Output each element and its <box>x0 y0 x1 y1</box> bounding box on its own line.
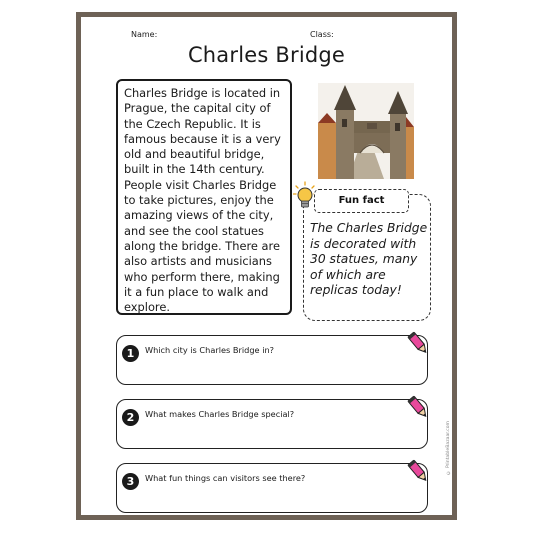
question-2-text: What makes Charles Bridge special? <box>145 409 295 419</box>
copyright-text: © PrintableBazaar.com <box>446 421 451 475</box>
question-2-answer-box[interactable] <box>116 399 428 449</box>
question-number-badge: 3 <box>122 473 139 490</box>
question-3-text: What fun things can visitors see there? <box>145 473 306 483</box>
page-title: Charles Bridge <box>187 43 346 67</box>
fun-fact-text: The Charles Bridge is decorated with 30 statues, many of which are replicas today! <box>310 221 428 297</box>
pencil-icon <box>405 458 431 484</box>
question-1-answer-box[interactable] <box>116 335 428 385</box>
fun-fact-label: Fun fact <box>314 189 409 213</box>
page-frame <box>76 12 457 520</box>
name-label: Name: <box>131 30 158 39</box>
pencil-icon <box>405 394 431 420</box>
question-1-text: Which city is Charles Bridge in? <box>145 345 275 355</box>
question-number-badge: 2 <box>122 409 139 426</box>
pencil-icon <box>405 330 431 356</box>
bridge-tower-illustration <box>318 83 414 179</box>
class-label: Class: <box>310 30 334 39</box>
worksheet <box>81 17 452 515</box>
question-3-answer-box[interactable] <box>116 463 428 513</box>
question-number-badge: 1 <box>122 345 139 362</box>
reading-passage: Charles Bridge is located in Prague, the capital city of the Czech Republic. It is famous because it is a very old and beautiful bridge, built in the 14th century. People visit Charles Bridge to take pictures, enjoy the amazing views of the city, and see the cool statues along the bridge. There are also artists and musicians who perform there, making it a fun place to walk and explore. <box>116 79 292 315</box>
